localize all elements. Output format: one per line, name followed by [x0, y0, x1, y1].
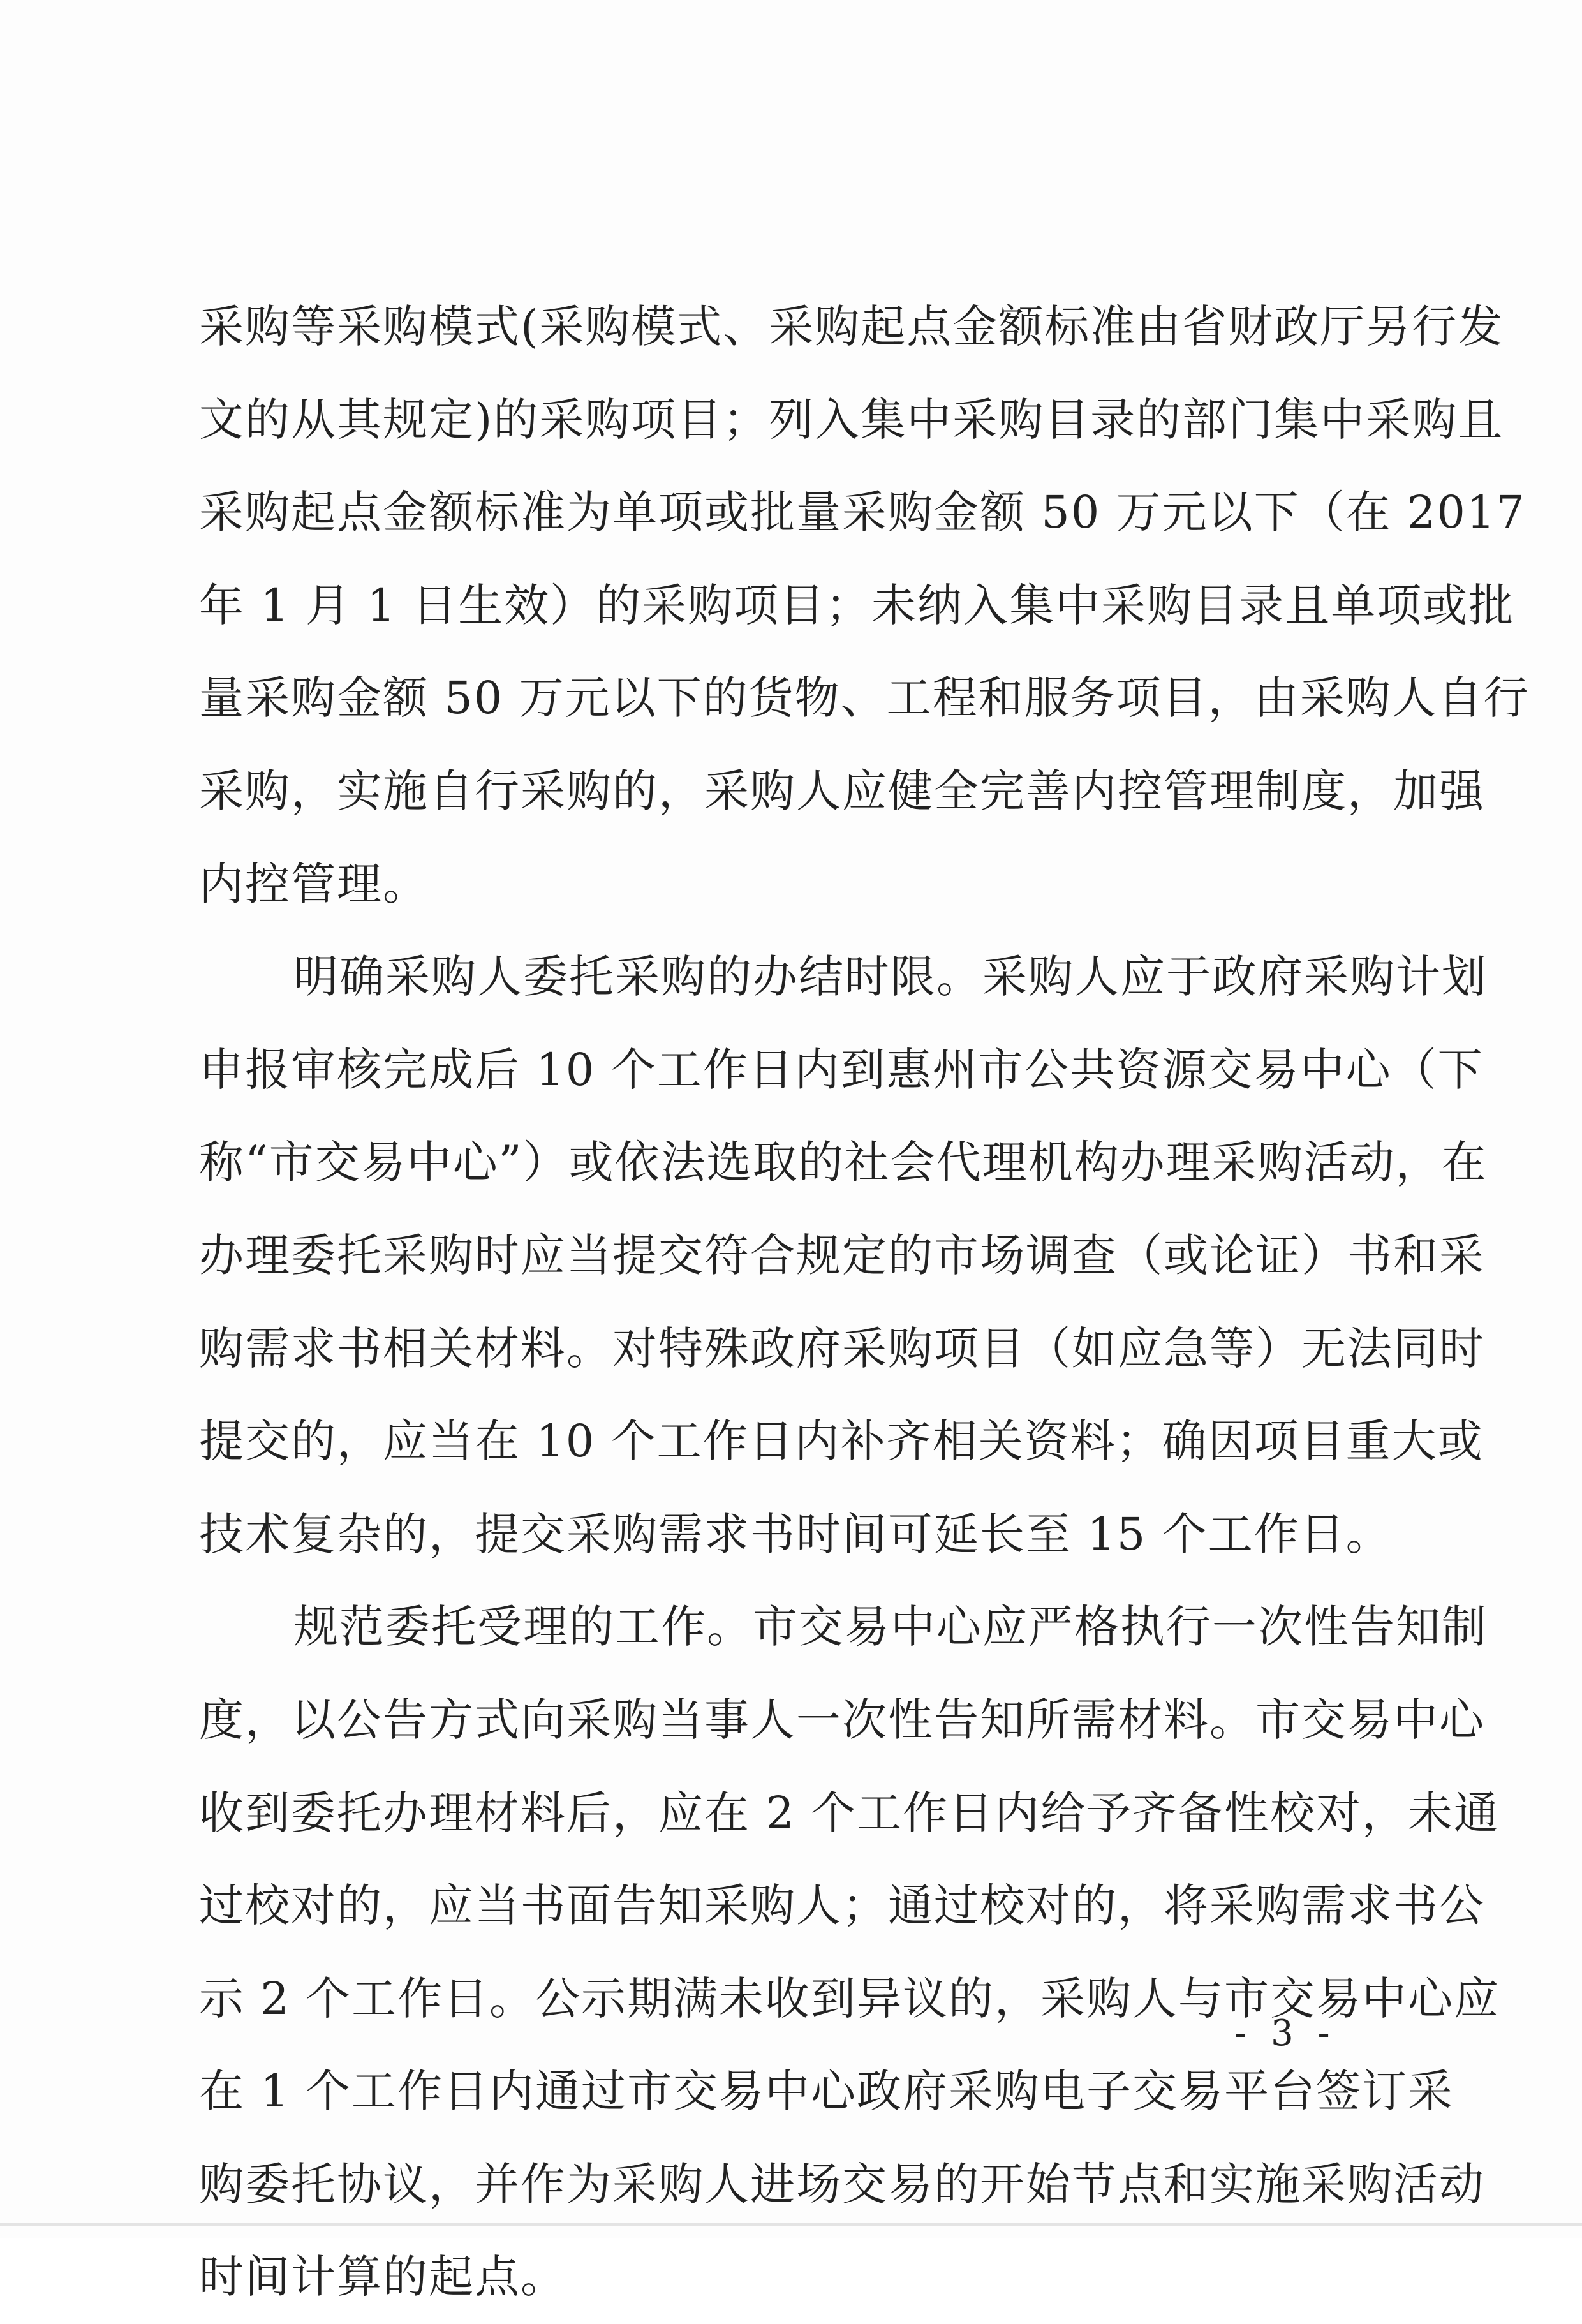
text-line: 度，以公告方式向采购当事人一次性告知所需材料。市交易中心: [199, 1693, 1485, 1746]
text-line: 示 2 个工作日。公示期满未收到异议的，采购人与市交易中心应: [199, 1972, 1500, 2025]
text-line: 申报审核完成后 10 个工作日内到惠州市公共资源交易中心（下: [199, 1043, 1484, 1096]
paragraph-start-line: 规范委托受理的工作。市交易中心应严格执行一次性告知制: [293, 1601, 1488, 1654]
text-line: 采购，实施自行采购的，采购人应健全完善内控管理制度，加强: [199, 764, 1485, 817]
page-number: - 3 -: [1234, 2013, 1336, 2054]
text-line: 过校对的，应当书面告知采购人；通过校对的，将采购需求书公: [199, 1879, 1485, 1932]
text-line: 收到委托办理材料后，应在 2 个工作日内给予齐备性校对，未通: [199, 1786, 1500, 1839]
body-text: [199, 281, 1530, 2324]
text-line: 内控管理。: [199, 857, 429, 910]
text-line: 文的从其规定)的采购项目；列入集中采购目录的部门集中采购且: [199, 393, 1504, 446]
paragraph-start-line: 明确采购人委托采购的办结时限。采购人应于政府采购计划: [293, 951, 1488, 1003]
text-line: 采购等采购模式(采购模式、采购起点金额标准由省财政厅另行发: [199, 300, 1504, 353]
text-line: 年 1 月 1 日生效）的采购项目；未纳入集中采购目录且单项或批: [199, 579, 1515, 632]
text-line: 购委托协议，并作为采购人进场交易的开始节点和实施采购活动: [199, 2157, 1485, 2210]
text-line: 办理委托采购时应当提交符合规定的市场调查（或论证）书和采: [199, 1229, 1485, 1282]
text-line: 技术复杂的，提交采购需求书时间可延长至 15 个工作日。: [199, 1507, 1392, 1560]
text-line: 量采购金额 50 万元以下的货物、工程和服务项目，由采购人自行: [199, 672, 1530, 725]
text-line: 在 1 个工作日内通过市交易中心政府采购电子交易平台签订采: [199, 2065, 1454, 2118]
scan-edge: [0, 2223, 1582, 2226]
text-line: 时间计算的起点。: [199, 2251, 566, 2304]
text-line: 称“市交易中心”）或依法选取的社会代理机构办理采购活动，在: [199, 1136, 1488, 1189]
text-line: 购需求书相关材料。对特殊政府采购项目（如应急等）无法同时: [199, 1322, 1485, 1375]
text-line: 采购起点金额标准为单项或批量采购金额 50 万元以下（在 2017: [199, 486, 1526, 539]
text-line: 提交的，应当在 10 个工作日内补齐相关资料；确因项目重大或: [199, 1415, 1484, 1468]
